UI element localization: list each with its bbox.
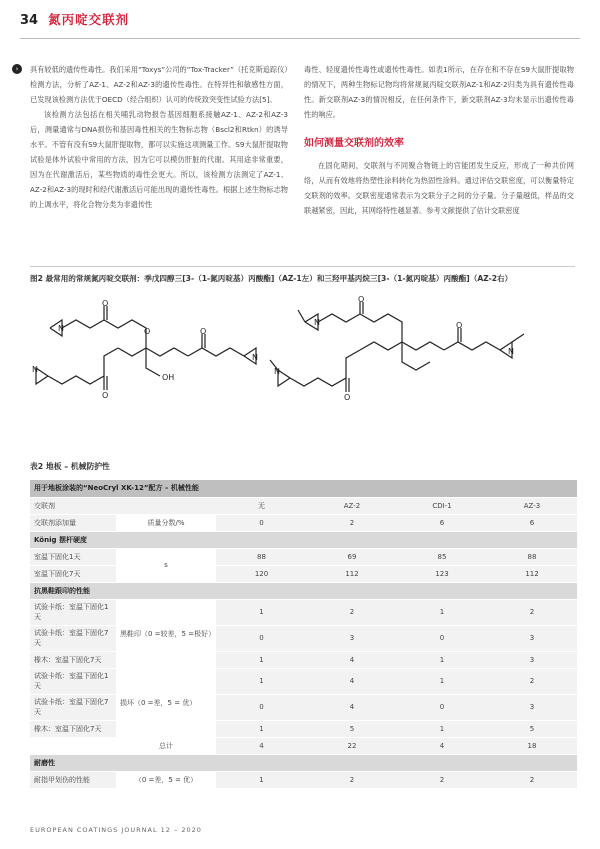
table-row: [30, 694, 577, 720]
table-cell: 3: [487, 694, 577, 720]
column-header-crosslinker: 交联剂: [30, 497, 216, 514]
az1-structure: [36, 306, 256, 390]
chemical-structures-figure: [30, 295, 575, 435]
table-cell: 1: [397, 599, 487, 625]
mechanical-properties-table: [30, 480, 577, 789]
az1-labels: [32, 299, 258, 400]
table-cell: 4: [307, 694, 397, 720]
table-cell: 1: [397, 651, 487, 668]
table-cell: 0: [397, 625, 487, 651]
atom-o: O: [358, 295, 365, 304]
unit-cell: s: [116, 548, 216, 582]
atom-o: O: [344, 393, 351, 402]
table-row: [30, 497, 577, 514]
atom-o: O: [102, 391, 109, 400]
table-cell: 1: [216, 720, 307, 737]
row-label: 橡木：室温下固化7天: [30, 651, 116, 668]
unit-cell: 损坏（0 =差，5 = 优）: [116, 668, 216, 737]
column-header-cdi1: CDI-1: [397, 497, 487, 514]
right-paragraph-2: 在固化期间，交联剂与不同聚合物链上的官能团发生反应，形成了一种共价网络，从而有效地将热塑性涂料转化为热固性涂料。通过评估交联密度，可以衡量特定交联剂的效率。交联密度通常表示为交联分子之间的分子量。分子量越低，样品的交联越紧密，因此，其网络特性越显著。参考文献提供了估计交联密度: [304, 161, 574, 215]
atom-n: N: [32, 365, 38, 374]
table-cell: 1: [397, 668, 487, 694]
table-row: [30, 548, 577, 565]
column-header-none: 无: [216, 497, 307, 514]
table-row: [30, 668, 577, 694]
right-paragraph-1: 毒性、轻度遗传性毒性或遗传性毒性。如表1所示，在存在和不存在S9大鼠肝提取物的情况下，两种生物标记物均将常规氮丙啶交联剂AZ-1和AZ-2归类为具有遗传性毒性。新交联剂AZ-3的情况相反，在任何条件下，新交联剂AZ-3均未显示出遗传性毒性的响应。: [304, 65, 574, 119]
table-cell: 4: [307, 668, 397, 694]
page-number: 34: [20, 13, 39, 28]
table-cell: 5: [487, 720, 577, 737]
table-cell: 2: [307, 514, 397, 531]
table-cell: 2: [397, 771, 487, 788]
atom-n: N: [252, 353, 258, 362]
unit-cell: （0 =差，5 = 优）: [116, 771, 216, 788]
atom-n: N: [314, 318, 320, 327]
atom-n: N: [508, 347, 514, 356]
row-label: 室温下固化7天: [30, 565, 116, 582]
atom-o: O: [102, 299, 109, 308]
table-cell: 0: [216, 514, 307, 531]
az2-labels: [274, 295, 514, 402]
row-label: 交联剂添加量: [30, 514, 116, 531]
atom-o: O: [200, 327, 207, 336]
row-label: 试验卡纸：室温下固化7天: [30, 625, 116, 651]
subsection-heading: 如何测量交联剂的效率: [304, 138, 404, 149]
table-cell: 4: [216, 737, 307, 754]
table-cell: 6: [397, 514, 487, 531]
section-title: 氮丙啶交联剂: [48, 12, 130, 27]
table-cell: 6: [487, 514, 577, 531]
table-row: [30, 625, 577, 651]
table-cell: 1: [216, 599, 307, 625]
table-group-row: [30, 531, 577, 548]
page-footer: EUROPEAN COATINGS JOURNAL 12 – 2020: [30, 826, 202, 834]
atom-o: O: [456, 321, 463, 330]
header-divider: [20, 38, 580, 39]
table-cell: 88: [487, 548, 577, 565]
continuation-arrow-icon: ›: [12, 64, 22, 74]
page-header: [20, 10, 129, 30]
atom-o: O: [144, 327, 151, 336]
table-cell: 5: [307, 720, 397, 737]
atom-n: N: [274, 367, 280, 376]
table-cell: 112: [487, 565, 577, 582]
table-cell: 1: [216, 668, 307, 694]
table-cell: 3: [487, 625, 577, 651]
group-label: 耐磨性: [30, 754, 577, 771]
left-paragraph-2: 该检测方法包括在相关哺乳动物报告基因细胞系接触AZ-1、AZ-2和AZ-3后，测量通常与DNA损伤和基因毒性相关的生物标志物（Bscl2和Rtkn）的诱导水平。不管有没有S9大鼠肝提取物，都可以实施这项测量工作。S9大鼠肝提取物试验是体外试验中常用的方法，因为它可以模仿肝脏的代谢。其用途非常重要，因为在代谢激活后，某些物质的毒性会更大。所以，该检测方法测定了AZ-1、AZ-2和AZ-3的现时和经代谢激活后可能出现的遗传性毒性。根据上述生物标志物的上调水平，将化合物分类为非遗传性: [30, 110, 288, 209]
table-cell: 0: [216, 694, 307, 720]
table-cell: 1: [216, 651, 307, 668]
table-cell: 120: [216, 565, 307, 582]
table-row: [30, 720, 577, 737]
figure-divider: [30, 266, 575, 267]
row-label: 室温下固化1天: [30, 548, 116, 565]
table-group-row: [30, 582, 577, 599]
table-cell: 123: [397, 565, 487, 582]
table-cell: 0: [216, 625, 307, 651]
table-header-row: [30, 480, 577, 497]
table-cell: 4: [307, 651, 397, 668]
atom-n: N: [58, 324, 64, 333]
group-label: König 摆杆硬度: [30, 531, 577, 548]
table-row: [30, 599, 577, 625]
table-cell: 2: [487, 771, 577, 788]
empty-cell: [30, 737, 116, 754]
group-label: 抗黑鞋跟印的性能: [30, 582, 577, 599]
row-label: 试验卡纸：室温下固化1天: [30, 668, 116, 694]
column-header-az2: AZ-2: [307, 497, 397, 514]
table-cell: 4: [397, 737, 487, 754]
table-row: [30, 514, 577, 531]
table-cell: 2: [307, 599, 397, 625]
row-label: 试验卡纸：室温下固化1天: [30, 599, 116, 625]
figure-caption: 图2 最常用的常规氮丙啶交联剂：季戊四醇三[3-（1-氮丙啶基）丙酸酯]（AZ-1左）和三羟甲基丙烷三[3-（1-氮丙啶基）丙酸酯]（AZ-2右）: [30, 274, 513, 283]
row-label: 橡木：室温下固化7天: [30, 720, 116, 737]
atom-oh: OH: [162, 373, 175, 382]
table-cell: 3: [487, 651, 577, 668]
table-header: 用于地板涂装的“NeoCryl XK-12”配方 – 机械性能: [30, 480, 577, 497]
table-group-row: [30, 754, 577, 771]
table-row: [30, 565, 577, 582]
table-total-row: [30, 737, 577, 754]
row-label: 试验卡纸：室温下固化7天: [30, 694, 116, 720]
table-cell: 1: [216, 771, 307, 788]
table-cell: 18: [487, 737, 577, 754]
table-cell: 1: [397, 720, 487, 737]
table-title: 表2 地板 – 机械防护性: [30, 462, 110, 471]
table-cell: 69: [307, 548, 397, 565]
table-row: [30, 651, 577, 668]
table-cell: 112: [307, 565, 397, 582]
az2-structure: [270, 302, 524, 392]
left-column: [15, 62, 288, 212]
table-cell: 22: [307, 737, 397, 754]
table-cell: 85: [397, 548, 487, 565]
total-label: 总计: [116, 737, 216, 754]
row-label: 耐指甲划伤的性能: [30, 771, 116, 788]
table-cell: 2: [307, 771, 397, 788]
table-cell: 2: [487, 599, 577, 625]
table-cell: 2: [487, 668, 577, 694]
left-paragraph-1: 具有较低的遗传性毒性。我们采用“Toxys”公司的“Tox-Tracker”（托克斯追踪仪）检测方法，分析了AZ-1、AZ-2和AZ-3的遗传性毒性。在特异性和敏感性方面，已发现该检测方法优于OECD（经合组织）认可的传统致突变性试验方法[5]。: [30, 65, 288, 104]
unit-cell: 质量分数/%: [116, 514, 216, 531]
table-cell: 3: [307, 625, 397, 651]
unit-cell: 黑鞋印（0 =较差，5 =极好）: [116, 599, 216, 668]
table-cell: 88: [216, 548, 307, 565]
column-header-az3: AZ-3: [487, 497, 577, 514]
right-column: [304, 62, 574, 218]
table-cell: 0: [397, 694, 487, 720]
table-row: [30, 771, 577, 788]
